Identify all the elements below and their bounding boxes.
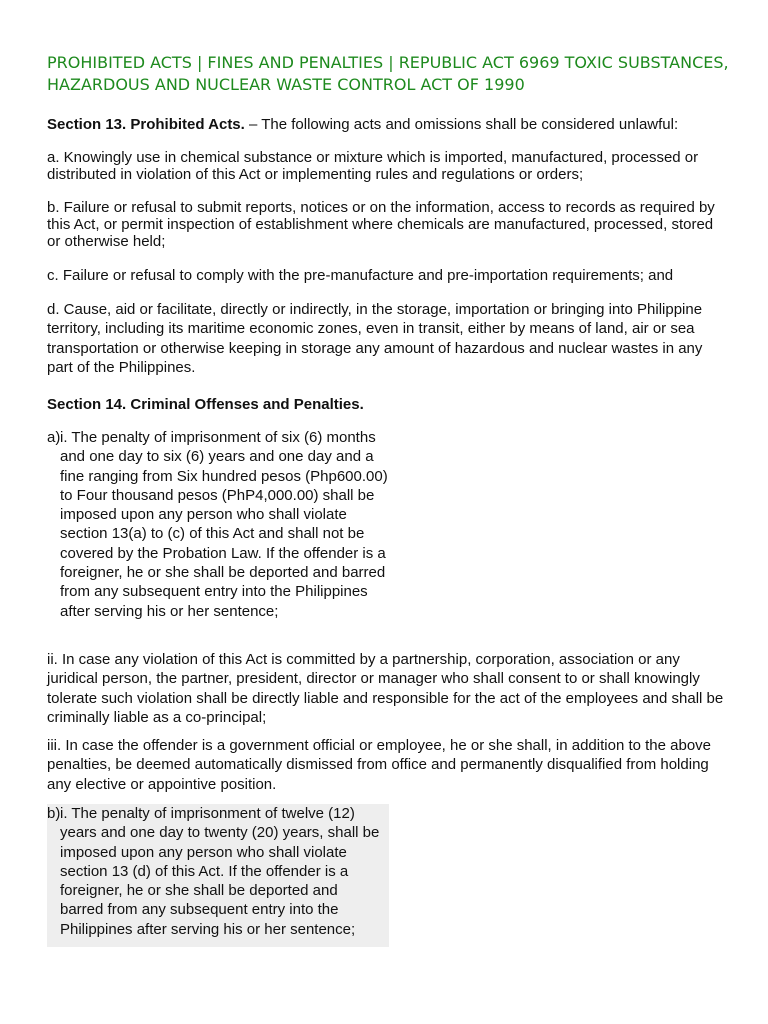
section-14-intro (47, 396, 727, 413)
section-13-intro-text: – The following acts and omissions shall be considered unlawful: (244, 116, 679, 133)
item-a-i: i. The penalty of imprisonment of six (6) months and one day to six (6) years and one day and a fine ranging from Six hundred pesos (Php600.00) to Four thousand pesos (PhP4,000.00) shall be imposed upon any person who shall violate section 13(a) to (c) of this Act and shall not be covered by the Probation Law. If the offender is a foreigner, he or she shall be deported and barred from any subsequent entry into the Philippines after serving his or her sentence; (60, 429, 388, 620)
section-14-item-b (47, 804, 389, 947)
section-13-heading: Section 13. Prohibited Acts. (47, 116, 245, 133)
section-13-item-b: b. Failure or refusal to submit reports, notices or on the information, access to records as required by this Act, or permit inspection of establishment where chemicals are manufactured, processed, stored or otherwise held; (47, 199, 715, 250)
section-14-item-a-ii: ii. In case any violation of this Act is committed by a partnership, corporation, association or any juridical person, the partner, president, director or manager who shall consent to or shall knowingly tolerate such violation shall be directly liable and responsible for the act of the employees and shall be criminally liable as a co-principal; (47, 651, 724, 726)
section-13-item-a: a. Knowingly use in chemical substance or mixture which is imported, manufactured, processed or distributed in violation of this Act or implementing rules and regulations or orders; (47, 149, 699, 183)
section-13-item-d: d. Cause, aid or facilitate, directly or indirectly, in the storage, importation or bringing into Philippine territory, including its maritime economic zones, even in transit, either by means of land, air or sea transportation or otherwise keeping in storage any amount of hazardous and nuclear wastes in any part of the Philippines. (47, 301, 703, 376)
section-14-heading: Section 14. Criminal Offenses and Penalties. (47, 396, 364, 413)
section-13-item-c: c. Failure or refusal to comply with the pre-manufacture and pre-importation requirements; and (47, 267, 674, 284)
section-13-intro (47, 116, 727, 133)
item-a-marker: a) (47, 429, 61, 446)
section-14-item-a-iii: iii. In case the offender is a government official or employee, he or she shall, in addition to the above penalties, be deemed automatically dismissed from office and permanently disqualified from holding any elective or appointive position. (47, 737, 712, 793)
section-14-item-a (47, 428, 392, 621)
page-title: PROHIBITED ACTS | FINES AND PENALTIES | REPUBLIC ACT 6969 TOXIC SUBSTANCES, HAZARDOUS AND NUCLEAR WASTE CONTROL ACT OF 1990 (47, 53, 729, 94)
item-b-marker: b) (47, 805, 61, 822)
item-b-i: i. The penalty of imprisonment of twelve (12) years and one day to twenty (20) years, shall be imposed upon any person who shall violate section 13 (d) of this Act. If the offender is a foreigner, he or she shall be deported and barred from any subsequent entry into the Philippines after serving his or her sentence; (60, 805, 380, 938)
